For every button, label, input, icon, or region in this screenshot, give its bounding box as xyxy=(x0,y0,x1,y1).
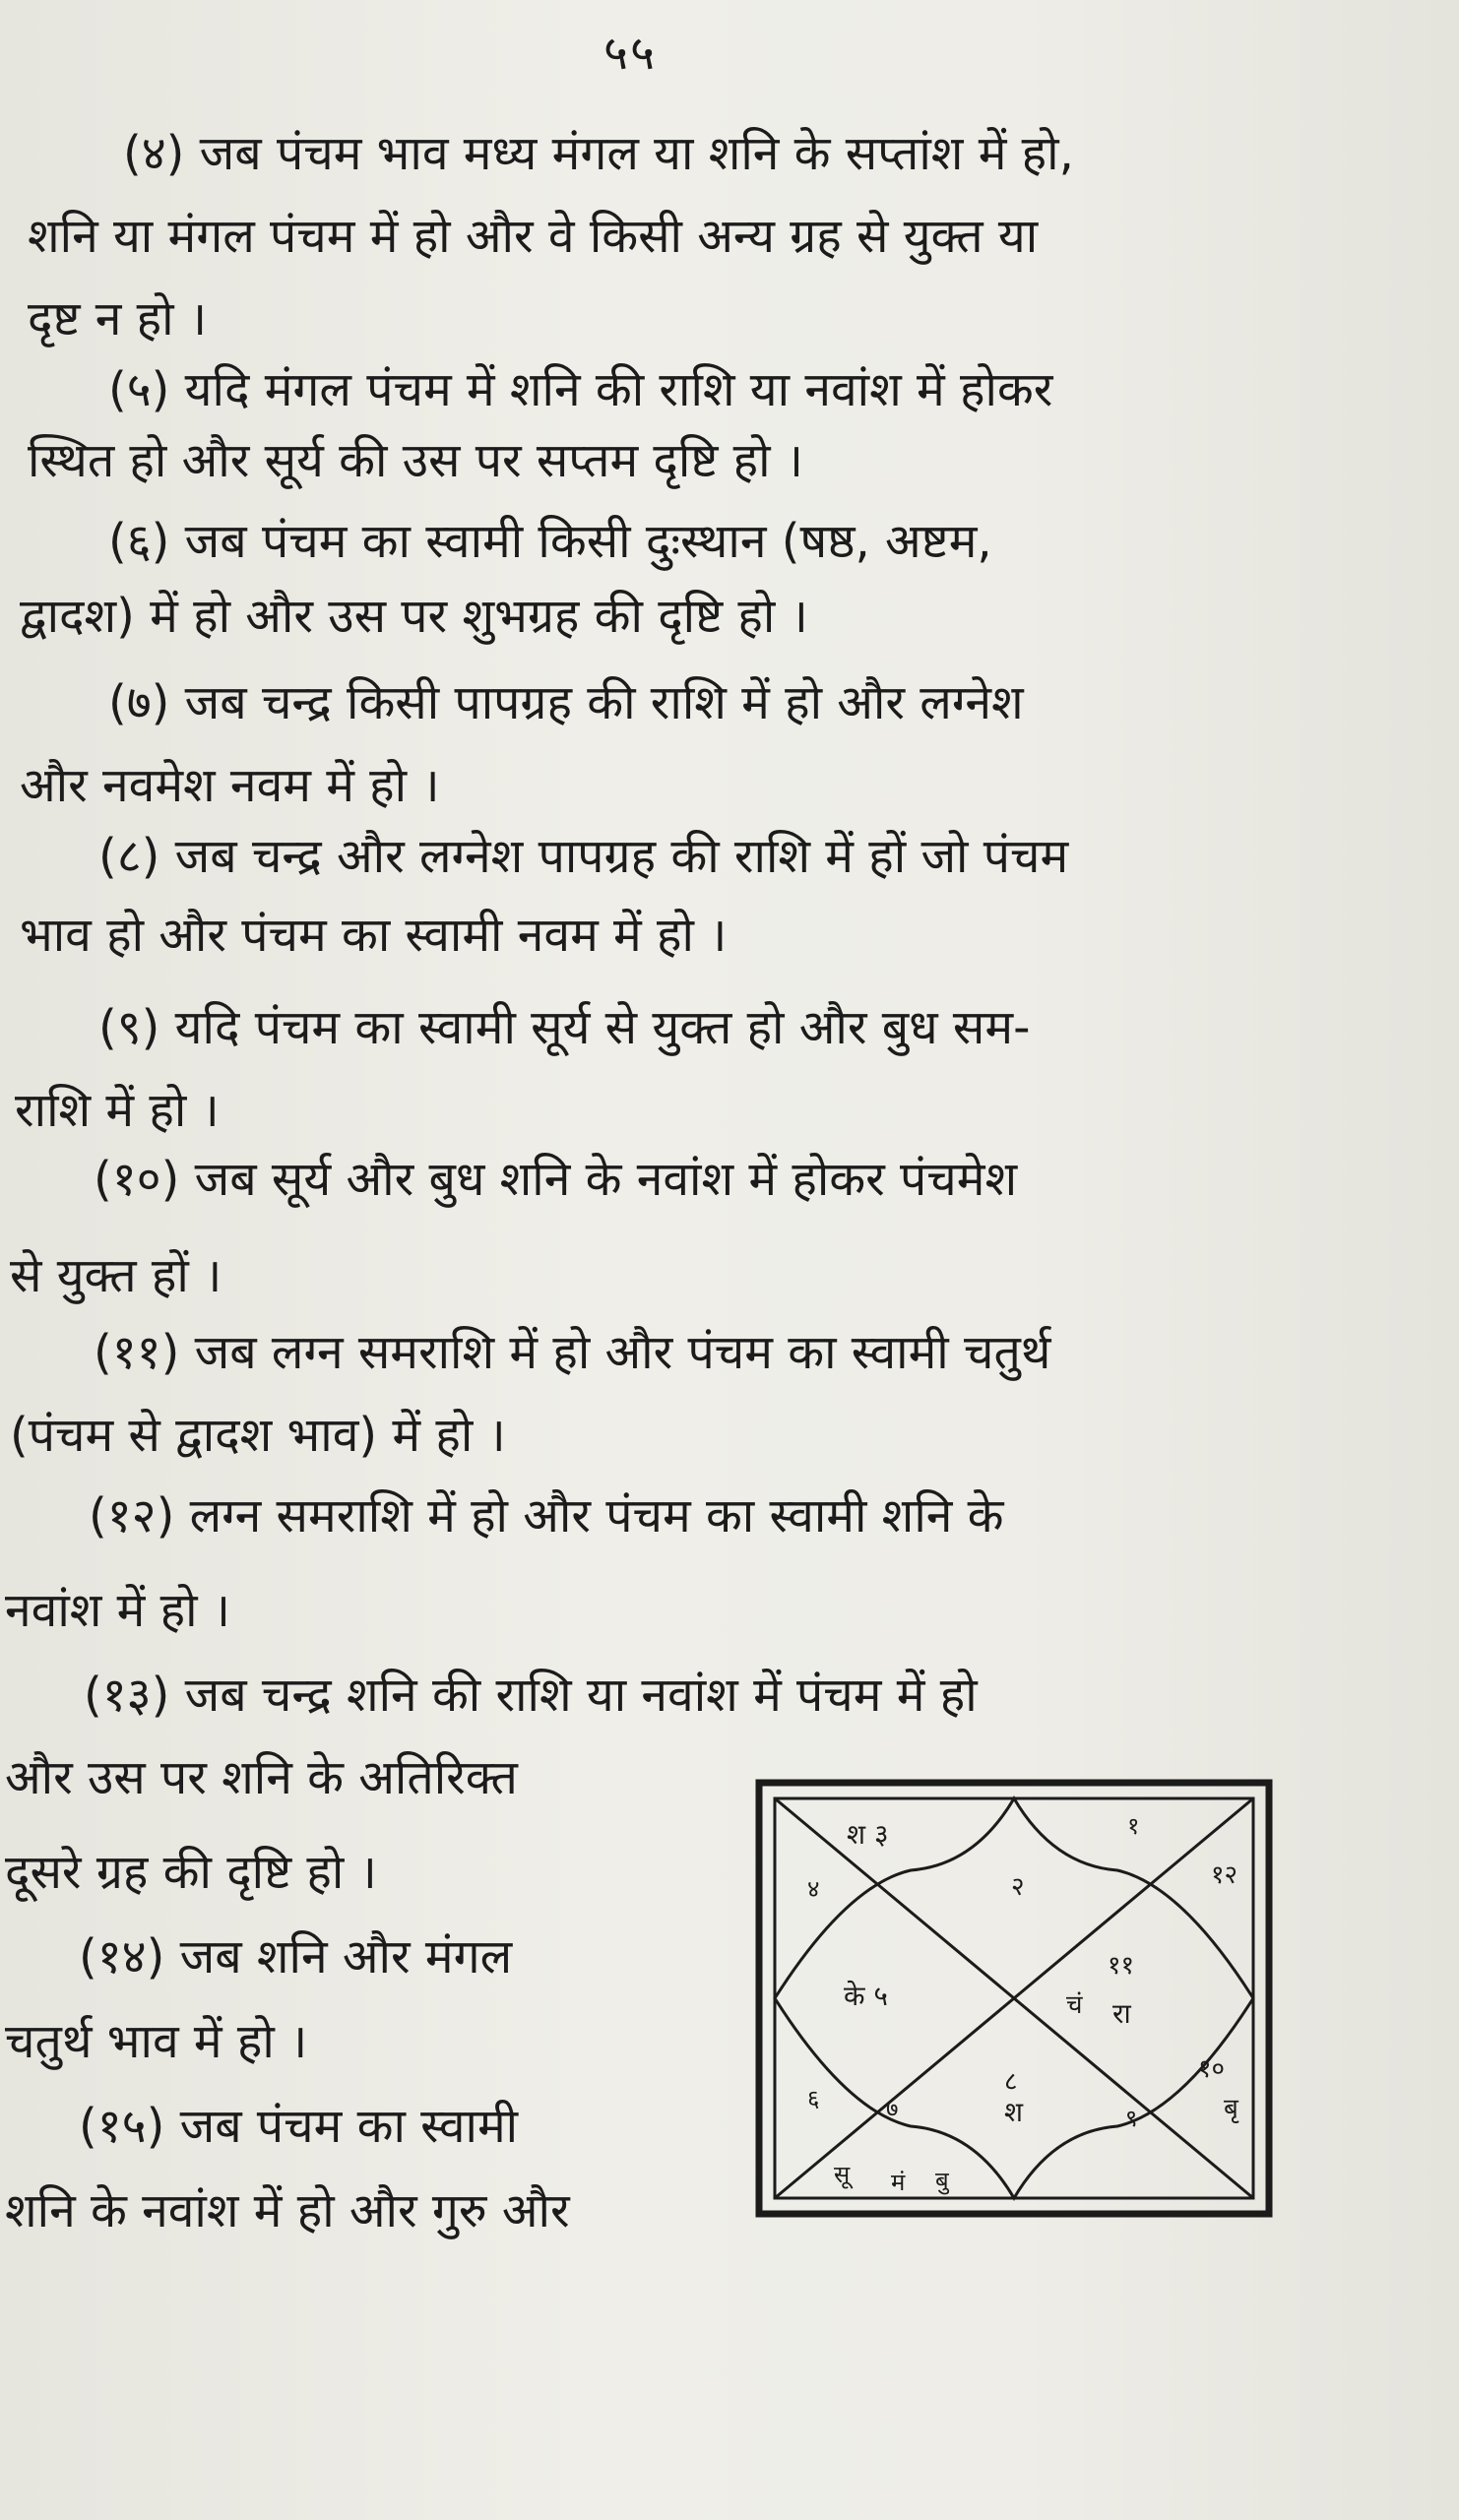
horoscope-chart-svg xyxy=(753,1777,1275,2220)
chart-label-4: ४ xyxy=(807,1875,820,1903)
paragraph-15-line-1: (१५) जब पंचम का स्वामी xyxy=(79,2099,519,2154)
paragraph-11-line-1: (११) जब लग्न समराशि में हो और पंचम का स्वामी चतुर्थ xyxy=(94,1325,1051,1380)
paragraph-8-line-1: (८) जब चन्द्र और लग्नेश पापग्रह की राशि में हों जो पंचम xyxy=(98,829,1069,884)
paragraph-9-line-2: राशि में हो । xyxy=(15,1083,220,1138)
chart-label-12: १२ xyxy=(1211,1860,1238,1890)
paragraph-8-line-2: भाव हो और पंचम का स्वामी नवम में हो । xyxy=(20,908,728,963)
paragraph-13-line-1: (१३) जब चन्द्र शनि की राशि या नवांश में पंचम में हो xyxy=(84,1668,978,1723)
paragraph-10-line-1: (१०) जब सूर्य और बुध शनि के नवांश में होकर पंचमेश xyxy=(94,1152,1018,1207)
chart-label-11: ११ xyxy=(1108,1951,1135,1981)
paragraph-14-line-1: (१४) जब शनि और मंगल xyxy=(79,1929,513,1984)
chart-label-ke5: के ५ xyxy=(844,1980,888,2012)
chart-label-1: १ xyxy=(1127,1812,1140,1840)
horoscope-chart xyxy=(753,1777,1275,2220)
chart-label-surya: सू xyxy=(834,2161,851,2188)
chart-label-chandra: चं xyxy=(1066,1990,1083,2020)
paragraph-10-line-2: से युक्त हों । xyxy=(10,1248,222,1303)
paragraph-11-line-2: (पंचम से द्वादश भाव) में हो । xyxy=(10,1408,506,1463)
paragraph-13-line-3: दूसरे ग्रह की दृष्टि हो । xyxy=(5,1845,377,1900)
paragraph-12-line-2: नवांश में हो । xyxy=(5,1583,230,1638)
paragraph-14-line-2: चतुर्थ भाव में हो । xyxy=(5,2014,308,2069)
chart-label-budh: बु xyxy=(935,2167,949,2194)
paragraph-15-line-2: शनि के नवांश में हो और गुरु और xyxy=(5,2183,570,2238)
paragraph-6-line-2: द्वादश) में हो और उस पर शुभग्रह की दृष्टि हो । xyxy=(20,589,808,644)
chart-label-mangal: मं xyxy=(891,2169,906,2196)
paragraph-4-line-1: (४) जब पंचम भाव मध्य मंगल या शनि के सप्तांश में हो, xyxy=(123,126,1074,181)
paragraph-5-line-2: स्थित हो और सूर्य की उस पर सप्तम दृष्टि हो । xyxy=(28,433,804,488)
chart-label-8: ८ xyxy=(1004,2067,1018,2097)
paragraph-6-line-1: (६) जब पंचम का स्वामी किसी दुःस्थान (षष्ठ, अष्टम, xyxy=(108,514,992,569)
chart-label-shani: श xyxy=(1004,2096,1024,2128)
paragraph-7-line-1: (७) जब चन्द्र किसी पापग्रह की राशि में हो और लग्नेश xyxy=(108,675,1024,730)
paragraph-7-line-2: और नवमेश नवम में हो । xyxy=(20,758,440,813)
chart-label-rahu: रा xyxy=(1112,1997,1131,2030)
paragraph-4-line-3: दृष्ट न हो । xyxy=(28,291,208,346)
chart-label-brihaspati: बृ xyxy=(1224,2094,1238,2123)
page-number: ५५ xyxy=(603,26,657,81)
chart-label-2: २ xyxy=(1011,1872,1025,1902)
paragraph-12-line-1: (१२) लग्न समराशि में हो और पंचम का स्वामी शनि के xyxy=(89,1488,1004,1544)
paragraph-13-line-2: और उस पर शनि के अतिरिक्त xyxy=(5,1750,518,1805)
chart-label-6: ६ xyxy=(807,2085,820,2112)
paragraph-9-line-1: (९) यदि पंचम का स्वामी सूर्य से युक्त हो और बुध सम- xyxy=(98,1000,1031,1055)
chart-label-10: १० xyxy=(1198,2054,1226,2084)
chart-label-7: ७ xyxy=(886,2095,899,2122)
paragraph-4-line-2: शनि या मंगल पंचम में हो और वे किसी अन्य ग्रह से युक्त या xyxy=(28,209,1039,264)
chart-label-9: ९ xyxy=(1125,2105,1138,2132)
paragraph-5-line-1: (५) यदि मंगल पंचम में शनि की राशि या नवांश में होकर xyxy=(108,362,1053,417)
chart-label-sha3: श ३ xyxy=(847,1818,889,1851)
